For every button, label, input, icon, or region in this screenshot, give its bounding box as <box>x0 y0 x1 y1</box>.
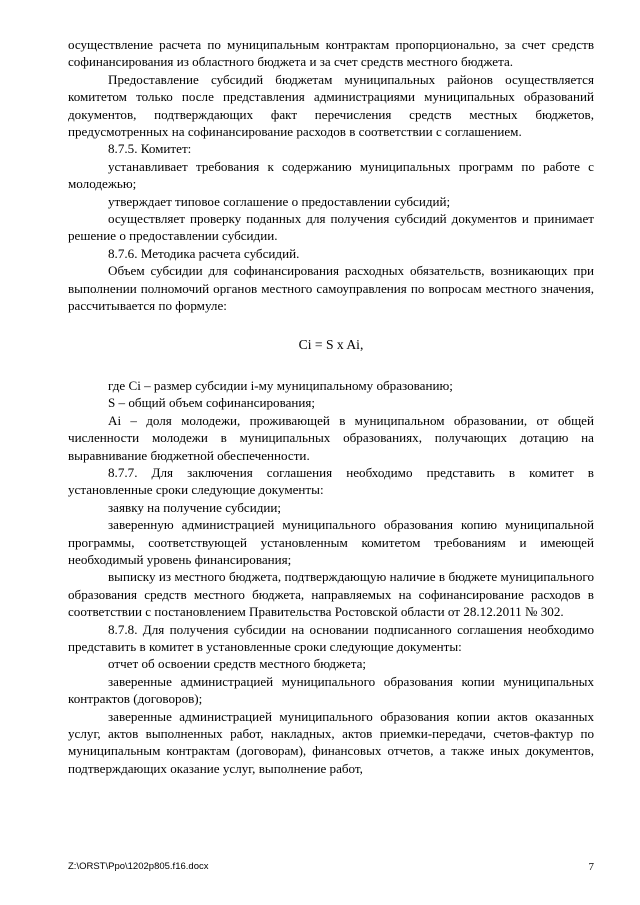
paragraph-verification: осуществляет проверку поданных для получения субсидий документов и принимает решение о предоставлении субсидии. <box>68 211 594 244</box>
subsidy-formula: Ci = S x Ai, <box>298 336 364 352</box>
section-8-7-5-heading: 8.7.5. Комитет: <box>108 141 192 157</box>
paragraph-requirements: устанавливает требования к содержанию муниципальных программ по работе с молодежью; <box>68 158 594 192</box>
formula-def-ai: Ai – доля молодежи, проживающей в муниципальном образовании, от общей численности молодежи в муниципальных образованиях, получающих дотацию на выравнивание бюджетной обеспеченности. <box>68 412 594 463</box>
list-item-program-copy: заверенную администрацией муниципального образования копию муниципальной программы, соответствующей установленным комитетом требованиям и имеющей необходимый уровень финансирования; <box>68 517 594 567</box>
list-item-contracts: заверенные администрацией муниципального образования копии муниципальных контрактов (договоров); <box>68 673 594 707</box>
paragraph-1: осуществление расчета по муниципальным контрактам пропорционально, за счет средств софинансирования из областного бюджета и за счет средств местного бюджета. <box>68 37 594 70</box>
list-item-budget-extract: выписку из местного бюджета, подтверждающую наличие в бюджете муниципального образования средств местного бюджета, направляемых на софинансирование расходов в соответствии с постановлением Правительства Ростовской области от 28.12.2011 № 302. <box>68 569 594 620</box>
list-item-report: отчет об освоении средств местного бюджета; <box>108 656 367 672</box>
paragraph-volume: Объем субсидии для софинансирования расходных обязательств, возникающих при выполнении полномочий органов местного самоуправления по вопросам местного значения, рассчитывается по формуле: <box>68 263 594 314</box>
section-8-7-6-heading: 8.7.6. Методика расчета субсидий. <box>108 245 300 261</box>
section-8-7-8: 8.7.8. Для получения субсидии на основании подписанного соглашения необходимо представить в комитет в установленные сроки следующие документы: <box>68 621 594 654</box>
section-8-7-7: 8.7.7. Для заключения соглашения необходимо представить в комитет в установленные сроки следующие документы: <box>68 464 594 498</box>
paragraph-2: Предоставление субсидий бюджетам муниципальных районов осуществляется комитетом только после представления администрациями муниципальных образований документов, подтверждающих факт перечисления средств местных бюджетов, предусмотренных на софинансирование расходов в соответствии с соглашением. <box>68 71 594 140</box>
formula-def-ci: где Ci – размер субсидии i-му муниципальному образованию; <box>108 377 453 393</box>
formula-def-s: S – общий объем софинансирования; <box>108 395 316 411</box>
list-item-application: заявку на получение субсидии; <box>108 499 282 515</box>
page-number: 7 <box>588 861 594 873</box>
document-body <box>68 36 594 777</box>
list-item-acts: заверенные администрацией муниципального образования копии актов оказанных услуг, актов выполненных работ, накладных, актов приемки-передачи, счетов-фактур по муниципальным контрактам (договорам), финансовых отчетов, а также иных документов, подтверждающих оказание услуг, выполнение работ, <box>68 708 594 776</box>
paragraph-agreement: утверждает типовое соглашение о предоставлении субсидий; <box>108 193 451 209</box>
file-path: Z:\ORST\Ppo\1202p805.f16.docx <box>68 861 209 872</box>
